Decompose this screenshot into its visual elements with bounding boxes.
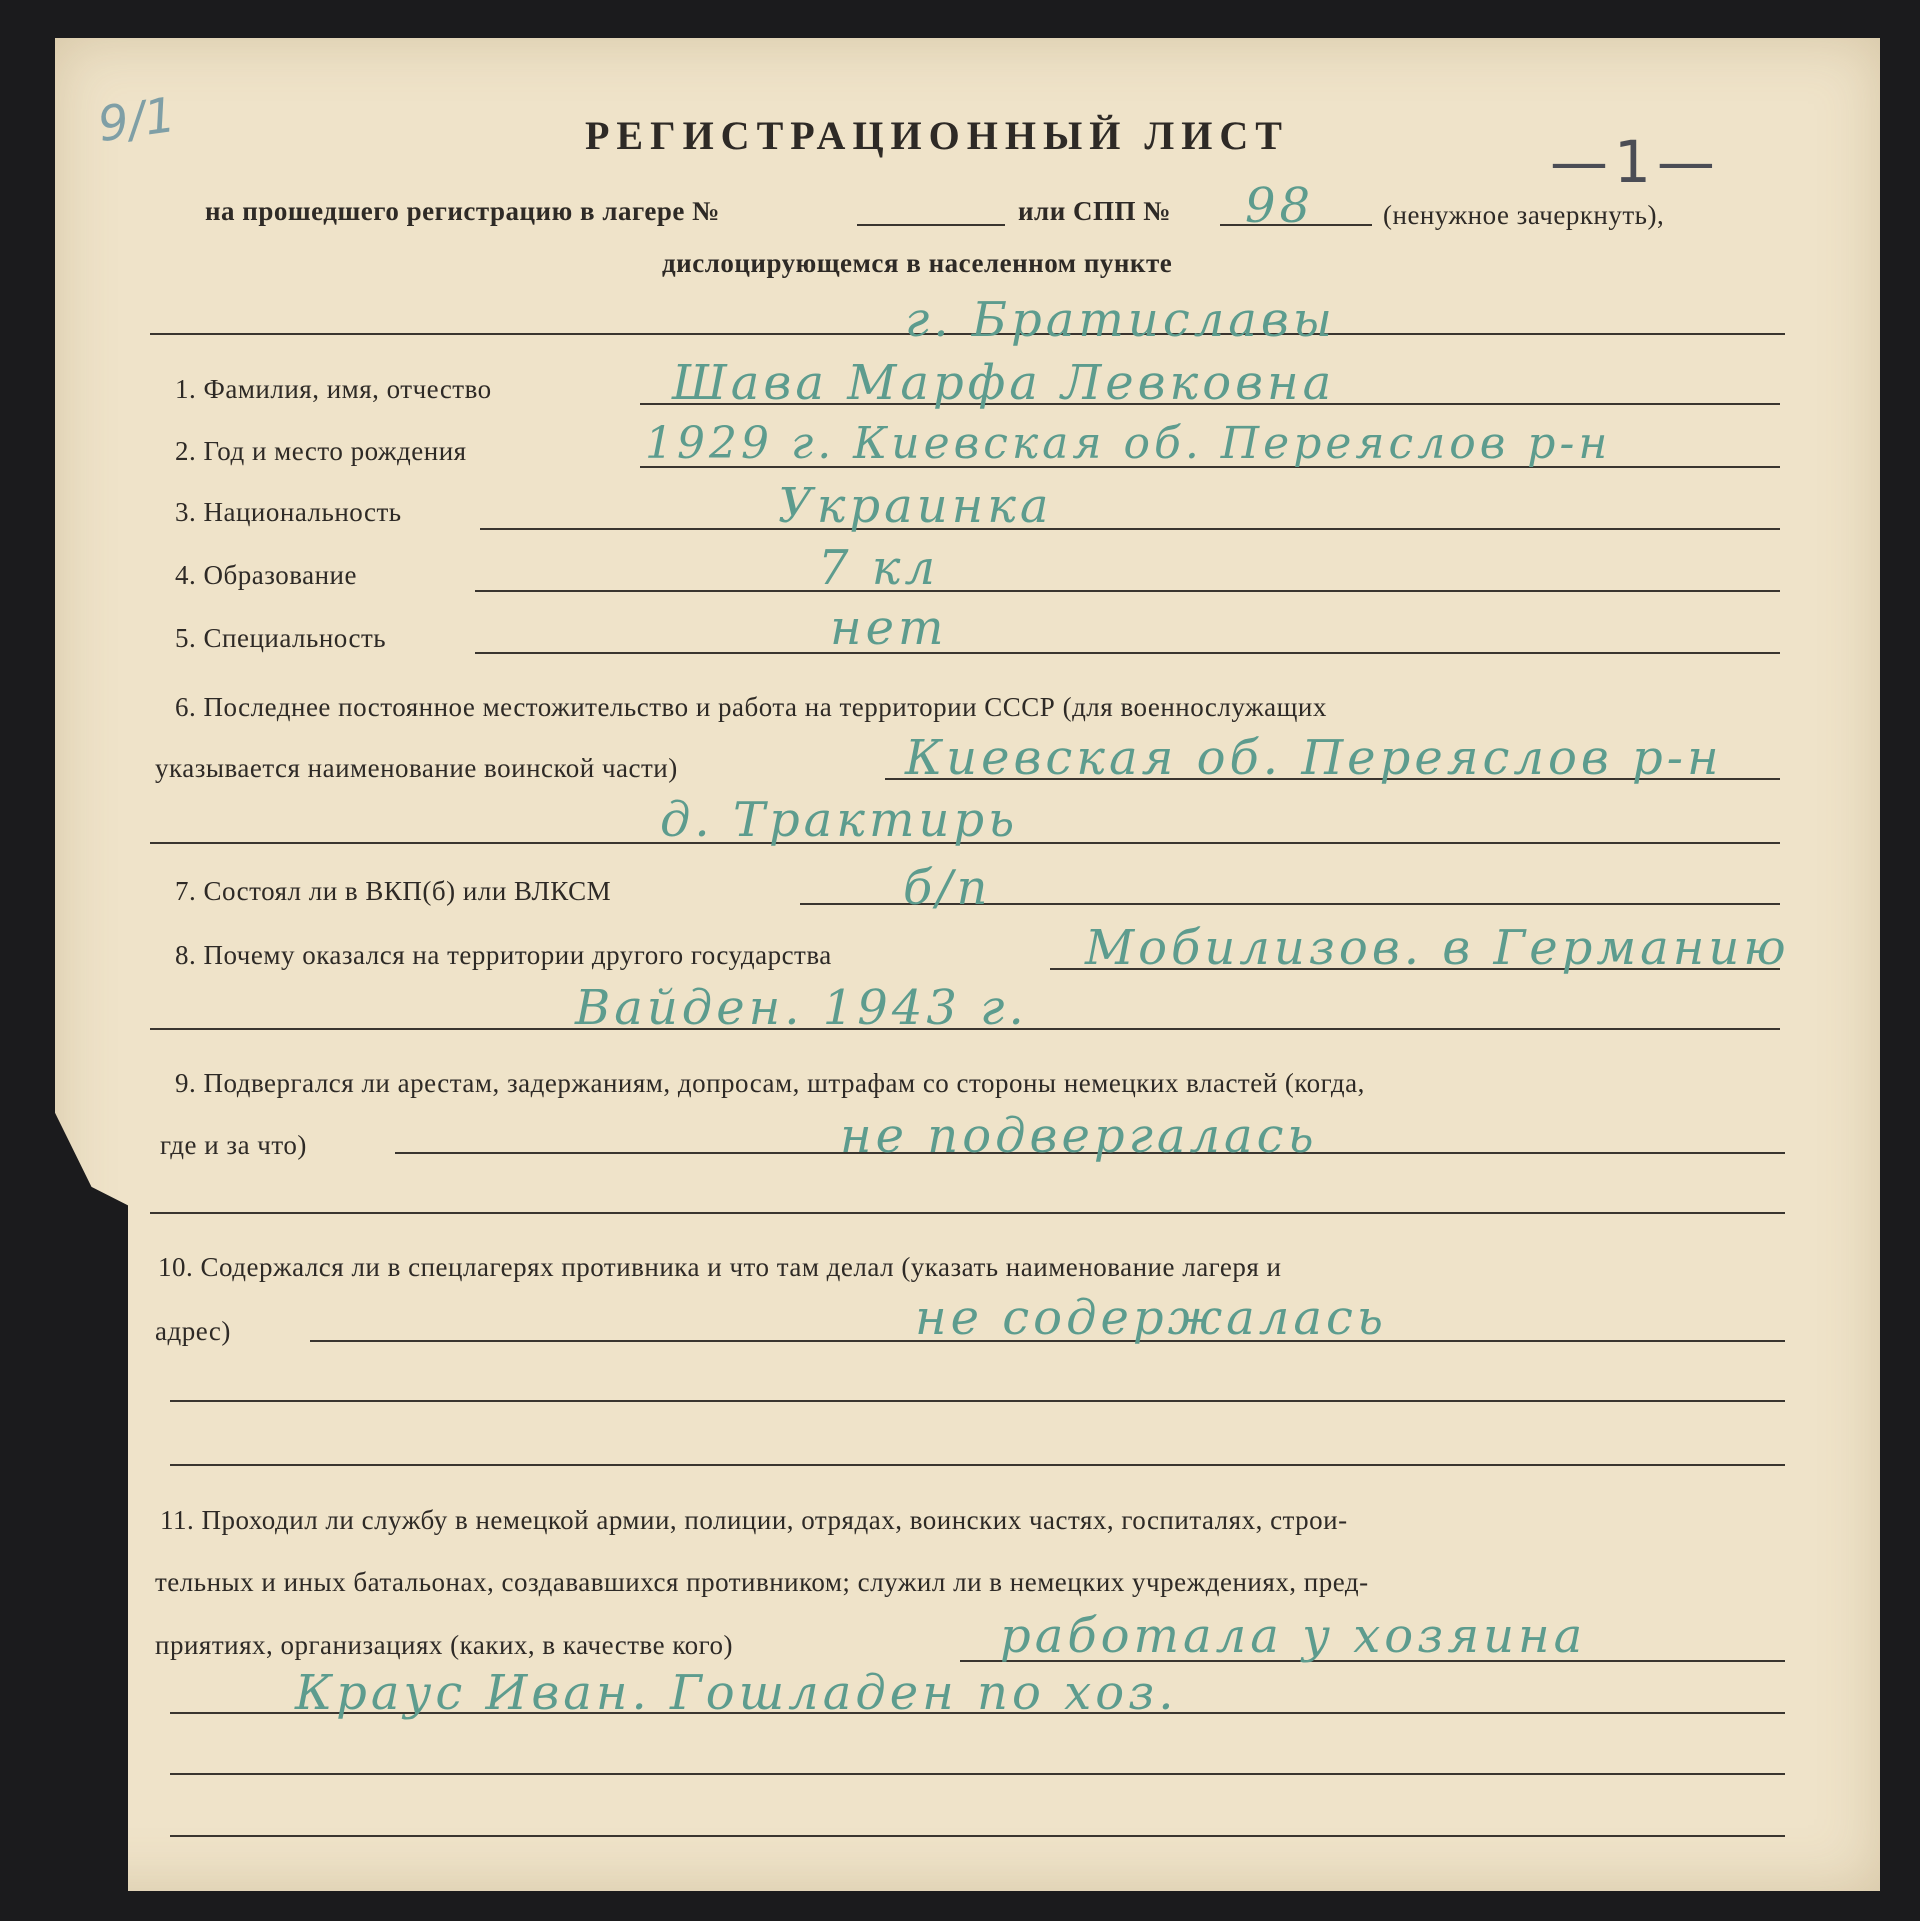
field-6-value-line2: д. Трактирь [660, 792, 1019, 848]
camp-number-line [857, 224, 1005, 226]
field-6-label-line1: 6. Последнее постоянное местожительство и работа на территории СССР (для военнослужащих [175, 692, 1327, 722]
field-4-value: 7 кл [818, 540, 940, 596]
field-8-label: 8. Почему оказался на территории другого государства [175, 940, 832, 970]
field-2-value: 1929 г. Киевская об. Переяслов р-н [645, 418, 1612, 469]
field-10-label-line2: адрес) [155, 1316, 231, 1346]
field-1-label: 1. Фамилия, имя, отчество [175, 374, 492, 404]
field-7-label: 7. Состоял ли в ВКП(б) или ВЛКСМ [175, 876, 612, 906]
field-11-value-line2: Краус Иван. Гошладен по хоз. [295, 1665, 1178, 1721]
field-9-line-2 [150, 1212, 1785, 1214]
field-7-value: б/п [903, 860, 992, 916]
field-9-label-line2: где и за что) [160, 1130, 307, 1160]
field-2-label: 2. Год и место рождения [175, 436, 467, 466]
field-8-value-line2: Вайден. 1943 г. [575, 980, 1028, 1036]
field-10-line-3 [170, 1464, 1785, 1466]
field-5-line [475, 652, 1780, 654]
field-8-value-line1: Мобилизов. в Германию [1085, 920, 1790, 976]
corner-pencil-mark: 9/1 [94, 86, 179, 154]
field-6-value-line1: Киевская об. Переяслов р-н [905, 730, 1723, 786]
field-6-label-line2: указывается наименование воинской части) [155, 753, 678, 783]
field-5-label: 5. Специальность [175, 623, 387, 653]
field-10-label-line1: 10. Содержался ли в спецлагерях противника и что там делал (указать наименование лагеря и [158, 1252, 1282, 1282]
field-11-line-4 [170, 1835, 1785, 1837]
field-11-label-line3: приятиях, организациях (каких, в качестве кого) [155, 1630, 734, 1660]
field-3-value: Украинка [778, 478, 1053, 534]
header-strike-note: (ненужное зачеркнуть), [1383, 200, 1665, 230]
header-location-label: дислоцирующемся в населенном пункте [662, 248, 1173, 278]
header-spp-label: или СПП № [1018, 196, 1171, 226]
field-11-label-line1: 11. Проходил ли службу в немецкой армии, полиции, отрядах, воинских частях, госпиталях, строи- [160, 1505, 1348, 1535]
field-11-label-line2: тельных и иных батальонах, создававшихся противником; служил ли в немецких учреждениях, пред- [155, 1567, 1369, 1597]
page-number-marker: —1— [1550, 128, 1721, 196]
field-9-label-line1: 9. Подвергался ли арестам, задержаниям, допросам, штрафам со стороны немецких властей (когда, [175, 1068, 1365, 1098]
form-title: РЕГИСТРАЦИОННЫЙ ЛИСТ [585, 113, 1289, 158]
field-1-value: Шава Марфа Левковна [672, 355, 1336, 411]
field-4-label: 4. Образование [175, 560, 357, 590]
field-4-line [475, 590, 1780, 592]
field-3-line [480, 528, 1780, 530]
field-11-value-line1: работала у хозяина [1000, 1608, 1587, 1664]
field-11-line-3 [170, 1773, 1785, 1775]
spp-number-value: 98 [1245, 178, 1315, 234]
field-3-label: 3. Национальность [175, 497, 402, 527]
field-5-value: нет [830, 600, 948, 656]
field-9-value: не подвергалась [840, 1108, 1318, 1164]
field-10-value: не содержалась [915, 1290, 1387, 1346]
field-10-line-2 [170, 1400, 1785, 1402]
header-camp-label: на прошедшего регистрацию в лагере № [205, 196, 720, 226]
location-value: г. Братиславы [905, 292, 1336, 348]
